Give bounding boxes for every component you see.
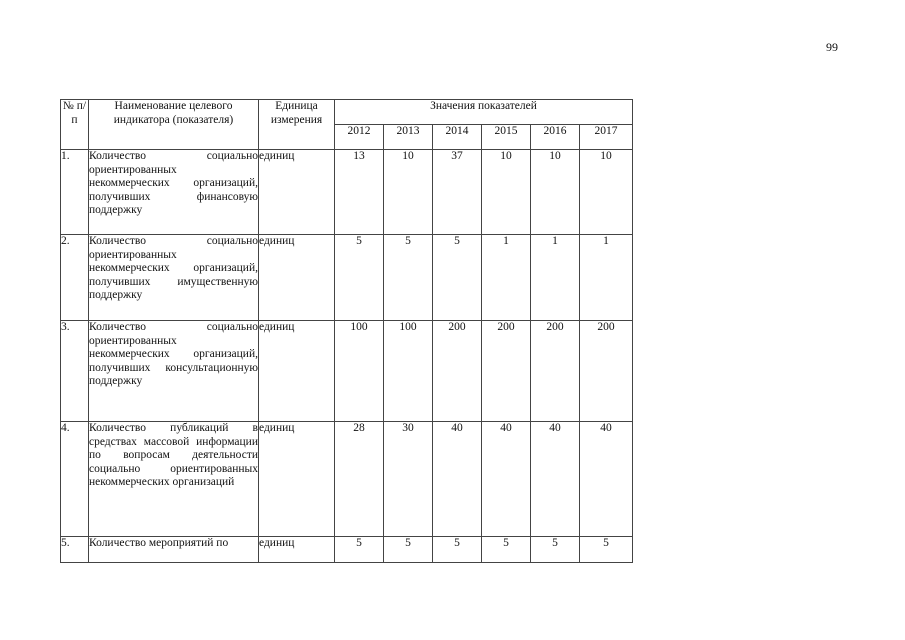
table-header <box>61 100 633 150</box>
row-number: 5. <box>61 537 89 563</box>
unit-cell: единиц <box>259 537 335 563</box>
value-cell: 30 <box>384 422 433 537</box>
value-cell: 1 <box>580 235 633 321</box>
indicator-name: Количество публикаций в средствах массовой информации по вопросам деятельности социально ориентированных некоммерческих организаций <box>89 422 259 537</box>
table-row <box>61 422 633 537</box>
table-row <box>61 537 633 563</box>
value-cell: 28 <box>335 422 384 537</box>
value-cell: 100 <box>335 321 384 422</box>
value-cell: 200 <box>482 321 531 422</box>
header-year: 2017 <box>580 125 633 150</box>
header-year: 2013 <box>384 125 433 150</box>
header-year: 2016 <box>531 125 580 150</box>
unit-cell: единиц <box>259 321 335 422</box>
value-cell: 10 <box>384 150 433 235</box>
value-cell: 1 <box>531 235 580 321</box>
value-cell: 40 <box>531 422 580 537</box>
value-cell: 40 <box>433 422 482 537</box>
header-year: 2012 <box>335 125 384 150</box>
unit-cell: единиц <box>259 150 335 235</box>
value-cell: 40 <box>580 422 633 537</box>
value-cell: 10 <box>531 150 580 235</box>
row-number: 2. <box>61 235 89 321</box>
header-year: 2015 <box>482 125 531 150</box>
indicator-name: Количество социально ориентированных некоммерческих организаций, получивших имущественную поддержку <box>89 235 259 321</box>
value-cell: 10 <box>482 150 531 235</box>
value-cell: 200 <box>580 321 633 422</box>
value-cell: 5 <box>384 235 433 321</box>
unit-cell: единиц <box>259 422 335 537</box>
value-cell: 5 <box>531 537 580 563</box>
header-number: № п/п <box>61 100 89 150</box>
value-cell: 5 <box>482 537 531 563</box>
value-cell: 5 <box>335 235 384 321</box>
row-number: 1. <box>61 150 89 235</box>
table-row <box>61 235 633 321</box>
header-year: 2014 <box>433 125 482 150</box>
indicators-table <box>60 99 633 563</box>
indicator-name: Количество мероприятий по <box>89 537 259 563</box>
indicator-name: Количество социально ориентированных некоммерческих организаций, получивших финансовую поддержку <box>89 150 259 235</box>
row-number: 4. <box>61 422 89 537</box>
table-row <box>61 321 633 422</box>
row-number: 3. <box>61 321 89 422</box>
value-cell: 200 <box>433 321 482 422</box>
value-cell: 100 <box>384 321 433 422</box>
indicator-name: Количество социально ориентированных некоммерческих организаций, получивших консультационную поддержку <box>89 321 259 422</box>
header-indicator-name: Наименование целевого индикатора (показателя) <box>89 100 259 150</box>
unit-cell: единиц <box>259 235 335 321</box>
page-number: 99 <box>826 40 838 54</box>
value-cell: 13 <box>335 150 384 235</box>
value-cell: 1 <box>482 235 531 321</box>
value-cell: 5 <box>335 537 384 563</box>
table-row <box>61 150 633 235</box>
header-values: Значения показателей <box>335 100 633 125</box>
header-unit: Единица измерения <box>259 100 335 150</box>
value-cell: 5 <box>384 537 433 563</box>
value-cell: 5 <box>433 537 482 563</box>
value-cell: 37 <box>433 150 482 235</box>
value-cell: 200 <box>531 321 580 422</box>
value-cell: 5 <box>580 537 633 563</box>
value-cell: 5 <box>433 235 482 321</box>
value-cell: 10 <box>580 150 633 235</box>
value-cell: 40 <box>482 422 531 537</box>
